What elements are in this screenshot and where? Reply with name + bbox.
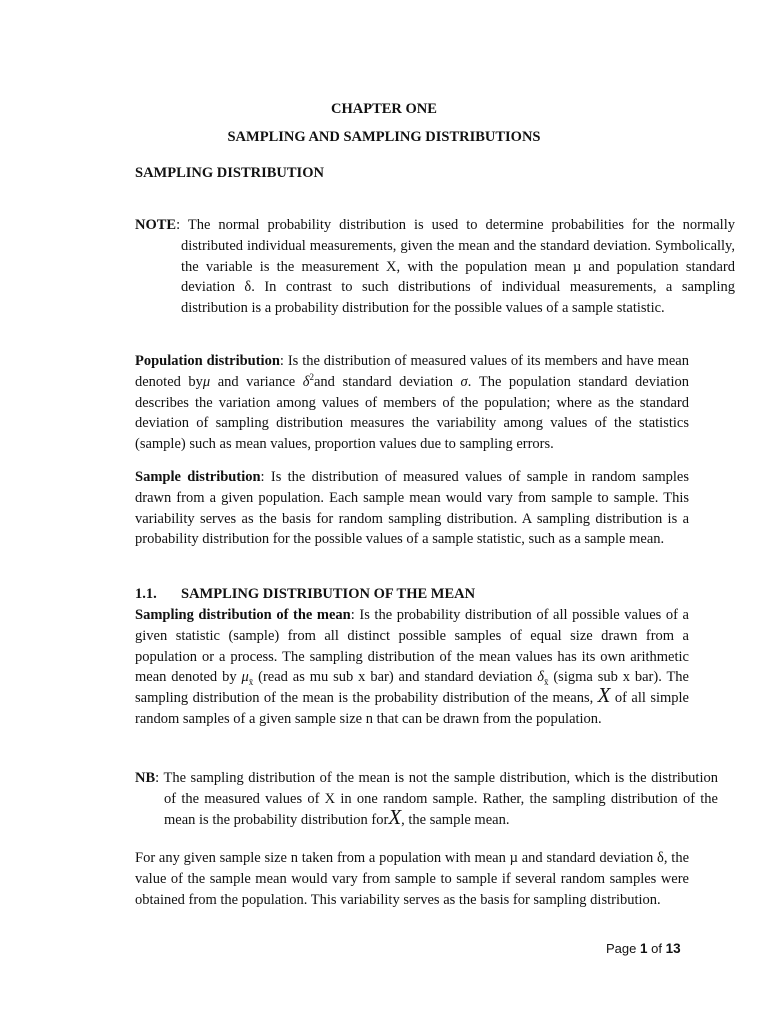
- sample-paragraph: [135, 467, 689, 550]
- sigma-symbol: σ: [460, 373, 468, 390]
- note-label: NOTE: [135, 217, 177, 233]
- population-text-1: : Is the distribution of measured values of its members and have mean denoted by: [135, 353, 689, 390]
- x-bar-symbol: X: [388, 804, 402, 829]
- sdm-text-1: : Is the probability distribution of all possible values of a given statistic (sample) from all distinct possible samples of equal size drawn from a population or a process. The sampling distribution of the mean values has its own arithmetic mean denoted by: [135, 607, 689, 686]
- sdm-text-3: (sigma sub x bar). The sampling distribution of the mean is the probability distribution of the means,: [135, 669, 689, 707]
- subsection-title: SAMPLING DISTRIBUTION OF THE MEAN: [181, 586, 476, 602]
- population-label: Population distribution: [135, 353, 280, 369]
- delta-symbol: δ: [537, 669, 544, 686]
- sdm-label: Sampling distribution of the mean: [135, 607, 351, 623]
- of-word: of: [651, 941, 662, 956]
- nb-label: NB: [135, 770, 156, 786]
- subsection-heading: [135, 584, 689, 605]
- sdm-paragraph: [135, 605, 689, 730]
- page-total: 13: [665, 941, 681, 956]
- population-paragraph: [135, 351, 689, 455]
- note-text: : The normal probability distribution is used to determine probabilities for the normally distributed individual measurements, given the mean and the standard deviation. Symbolically, the variable is the measurement X, with the population mean µ and population standard deviation δ. In contrast to such distributions of individual measurements, a sampling distribution is a probability distribution for the possible values of a sample statistic.: [176, 217, 735, 317]
- mu-symbol: μ: [241, 669, 249, 686]
- x-bar-subscript: x̄: [248, 677, 254, 688]
- population-text-2: and variance: [210, 373, 303, 390]
- note-paragraph: [135, 215, 735, 319]
- squared-superscript: 2: [309, 371, 314, 382]
- chapter-subtitle: SAMPLING AND SAMPLING DISTRIBUTIONS: [227, 129, 541, 145]
- sdm-text-2: (read as mu sub x bar) and standard deviation: [253, 669, 538, 686]
- delta-symbol: δ: [302, 373, 310, 390]
- x-bar-symbol: X: [597, 683, 611, 708]
- x-bar-subscript: x̄: [543, 677, 549, 688]
- closing-paragraph: For any given sample size n taken from a population with mean µ and standard deviation δ, the value of the sample mean would vary from sample to sample if several random samples were obtained from the population. This variability serves as the basis for sampling distribution.: [135, 850, 689, 908]
- nb-paragraph: [135, 768, 718, 830]
- page-word: Page: [606, 941, 637, 956]
- population-text-3: and standard deviation: [314, 373, 461, 390]
- subsection-number: 1.1.: [135, 586, 157, 602]
- page-footer: [606, 941, 681, 956]
- nb-text-2: , the sample mean.: [401, 811, 510, 828]
- sample-text: : Is the distribution of measured values of sample in random samples drawn from a given population. Each sample mean would vary from sample to sample. This variability serves as the basis for random sampling distribution. A sampling distribution is a probability distribution for the possible values of a sample statistic, such as a sample mean.: [135, 469, 689, 548]
- page-number: 1: [640, 941, 648, 956]
- population-text-4: . The population standard deviation describes the variation among values of members of the population; where as the standard deviation of sampling distribution measures the variability among values of the statistics (sample) such as mean values, proportion values due to sampling errors.: [135, 373, 689, 453]
- sdm-text-4: of all simple random samples of a given sample size n that can be drawn from the population.: [135, 690, 689, 727]
- chapter-title: CHAPTER ONE: [331, 101, 437, 117]
- sample-label: Sample distribution: [135, 469, 261, 485]
- mu-symbol: μ: [202, 373, 211, 390]
- nb-text-1: : The sampling distribution of the mean is not the sample distribution, which is the distribution of the measured values of X in one random sample. Rather, the sampling distribution of the mean is the probability distribution for: [155, 770, 718, 828]
- section-heading: SAMPLING DISTRIBUTION: [135, 165, 324, 181]
